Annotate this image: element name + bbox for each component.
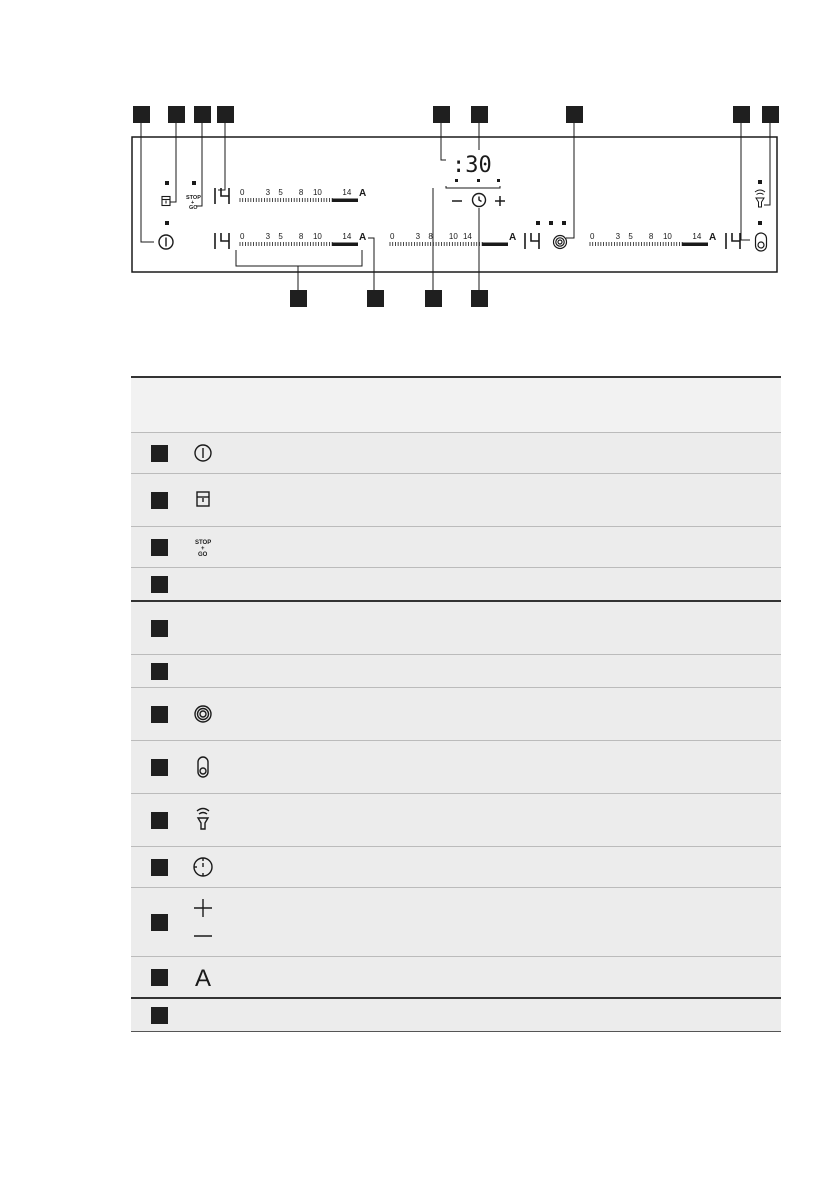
- leader-lines: [141, 123, 770, 290]
- scale-tick-label: 14: [342, 188, 352, 197]
- callout-markers-top: [133, 106, 779, 123]
- symbol-cell: [177, 474, 231, 527]
- svg-text:GO: GO: [189, 205, 198, 211]
- scale-tick-label: 10: [312, 232, 322, 241]
- row-number-cell: [131, 847, 177, 888]
- table-row: [131, 957, 781, 999]
- row-marker: [151, 859, 168, 876]
- symbol-cell: [177, 741, 231, 794]
- scale-tick-label: 0: [390, 232, 395, 241]
- scale-tick-label: 3: [415, 232, 421, 241]
- row-marker: [151, 706, 168, 723]
- row-number-cell: [131, 688, 177, 741]
- scale-tick-label: 14: [342, 232, 352, 241]
- description-cell: [231, 741, 781, 794]
- callout-marker-12: [425, 290, 442, 307]
- callout-marker-1: [133, 106, 150, 123]
- callout-marker-10: [290, 290, 307, 307]
- lock-icon: [162, 197, 170, 206]
- scale-tick-label: 0: [240, 232, 245, 241]
- symbol-cell: [177, 957, 231, 999]
- row-marker: [151, 492, 168, 509]
- row-number-cell: [131, 568, 177, 602]
- function-table: [131, 376, 781, 1032]
- power-boost-label: A: [359, 232, 367, 243]
- description-cell: [231, 433, 781, 474]
- callout-marker-6: [471, 106, 488, 123]
- row-number-cell: [131, 794, 177, 847]
- description-cell: [231, 568, 781, 602]
- callout-marker-5: [433, 106, 450, 123]
- power-scale-right: [590, 232, 716, 246]
- table-row: [131, 527, 781, 568]
- table-row: [131, 847, 781, 888]
- description-cell: [231, 794, 781, 847]
- description-cell: [231, 601, 781, 655]
- scale-tick-label: 14: [692, 232, 702, 241]
- scale-tick-label: 3: [265, 188, 271, 197]
- power-boost-icon: [183, 957, 223, 997]
- power-scale-center: [390, 232, 516, 246]
- row-marker: [151, 576, 168, 593]
- table-row: [131, 794, 781, 847]
- callout-marker-4: [217, 106, 234, 123]
- table-header-row: [131, 377, 781, 433]
- scale-tick-label: 8: [428, 232, 433, 241]
- power-scales: [240, 188, 716, 246]
- row-number-cell: [131, 527, 177, 568]
- table-row: [131, 474, 781, 527]
- table-row: [131, 655, 781, 688]
- table-row: [131, 568, 781, 602]
- row-marker: [151, 620, 168, 637]
- callout-marker-8: [733, 106, 750, 123]
- callout-markers-bottom: [290, 290, 488, 307]
- hob2hood-icon: [755, 190, 765, 207]
- row-number-cell: [131, 433, 177, 474]
- power-boost-label: A: [359, 188, 367, 199]
- row-marker: [151, 759, 168, 776]
- row-marker: [151, 914, 168, 931]
- plus-sign: [495, 196, 505, 206]
- scale-tick-label: 3: [265, 232, 271, 241]
- scale-tick-label: 5: [278, 232, 283, 241]
- description-cell: [231, 888, 781, 957]
- power-boost-label: A: [709, 232, 717, 243]
- row-number-cell: [131, 957, 177, 999]
- bridge-zone-icon: [554, 236, 567, 249]
- svg-text:A: A: [195, 965, 212, 992]
- scale-tick-label: 8: [298, 188, 304, 197]
- table-row: [131, 888, 781, 957]
- scale-tick-label: 5: [278, 188, 283, 197]
- description-cell: [231, 957, 781, 999]
- callout-marker-2: [168, 106, 185, 123]
- oval-zone-icon: [756, 233, 767, 251]
- row-number-cell: [131, 741, 177, 794]
- description-cell: [231, 474, 781, 527]
- row-marker: [151, 539, 168, 556]
- scale-tick-label: 0: [590, 232, 595, 241]
- callout-marker-3: [194, 106, 211, 123]
- callout-marker-13: [471, 290, 488, 307]
- row-number-cell: [131, 601, 177, 655]
- scale-tick-label: 10: [448, 232, 458, 241]
- scale-tick-label: 8: [648, 232, 654, 241]
- table-row: [131, 998, 781, 1032]
- description-cell: [231, 688, 781, 741]
- svg-text:STOP: STOP: [195, 540, 212, 546]
- zone-display-right: [726, 233, 740, 249]
- table-row: [131, 433, 781, 474]
- scale-tick-label: 14: [462, 232, 472, 241]
- description-cell: [231, 655, 781, 688]
- row-number-cell: [131, 474, 177, 527]
- symbol-cell: [177, 847, 231, 888]
- row-marker: [151, 969, 168, 986]
- plus-minus-icon: [183, 892, 223, 952]
- row-marker: [151, 445, 168, 462]
- row-marker: [151, 663, 168, 680]
- svg-text:STOP: STOP: [186, 195, 201, 201]
- svg-text:+: +: [191, 200, 195, 206]
- symbol-cell: [177, 655, 231, 688]
- stop-go-icon: [186, 195, 201, 211]
- callout-marker-11: [367, 290, 384, 307]
- symbol-cell: [177, 433, 231, 474]
- on-off-icon: [183, 433, 223, 473]
- timer-icon: [473, 194, 486, 207]
- description-cell: [231, 527, 781, 568]
- table-row: [131, 741, 781, 794]
- oval-zone-icon: [183, 747, 223, 787]
- symbol-cell: [177, 601, 231, 655]
- zone-displays: [215, 188, 740, 249]
- timer-icon: [183, 847, 223, 887]
- scale-tick-label: 3: [615, 232, 621, 241]
- symbol-cell: [177, 888, 231, 957]
- hob2hood-icon: [183, 800, 223, 840]
- symbol-cell: [177, 527, 231, 568]
- power-boost-label: A: [509, 232, 517, 243]
- callout-marker-7: [566, 106, 583, 123]
- table-row: [131, 601, 781, 655]
- power-scale-top: [240, 188, 366, 202]
- symbol-cell: [177, 568, 231, 602]
- symbol-cell: [177, 998, 231, 1032]
- svg-text:GO: GO: [198, 552, 208, 558]
- on-off-icon: [159, 235, 173, 249]
- bridge-zone-icon: [183, 694, 223, 734]
- scale-tick-label: 10: [662, 232, 672, 241]
- description-cell: [231, 847, 781, 888]
- scale-tick-label: 5: [628, 232, 633, 241]
- scale-tick-label: 10: [312, 188, 322, 197]
- symbol-cell: [177, 688, 231, 741]
- stop-go-icon: [183, 527, 223, 567]
- svg-text:+: +: [201, 546, 205, 552]
- scale-tick-label: 0: [240, 188, 245, 197]
- table-row: [131, 688, 781, 741]
- scale-tick-label: 8: [298, 232, 304, 241]
- row-marker: [151, 812, 168, 829]
- row-number-cell: [131, 998, 177, 1032]
- zone-display-left: [215, 233, 229, 249]
- power-scale-left: [240, 232, 366, 246]
- description-cell: [231, 998, 781, 1032]
- zone-display-center: [525, 233, 539, 249]
- timer-display: :30: [452, 153, 492, 178]
- symbol-cell: [177, 794, 231, 847]
- callout-marker-9: [762, 106, 779, 123]
- lock-icon: [183, 480, 223, 520]
- row-marker: [151, 1007, 168, 1024]
- row-number-cell: [131, 655, 177, 688]
- control-panel-diagram: [0, 0, 840, 330]
- row-number-cell: [131, 888, 177, 957]
- indicator-dots: [165, 179, 762, 225]
